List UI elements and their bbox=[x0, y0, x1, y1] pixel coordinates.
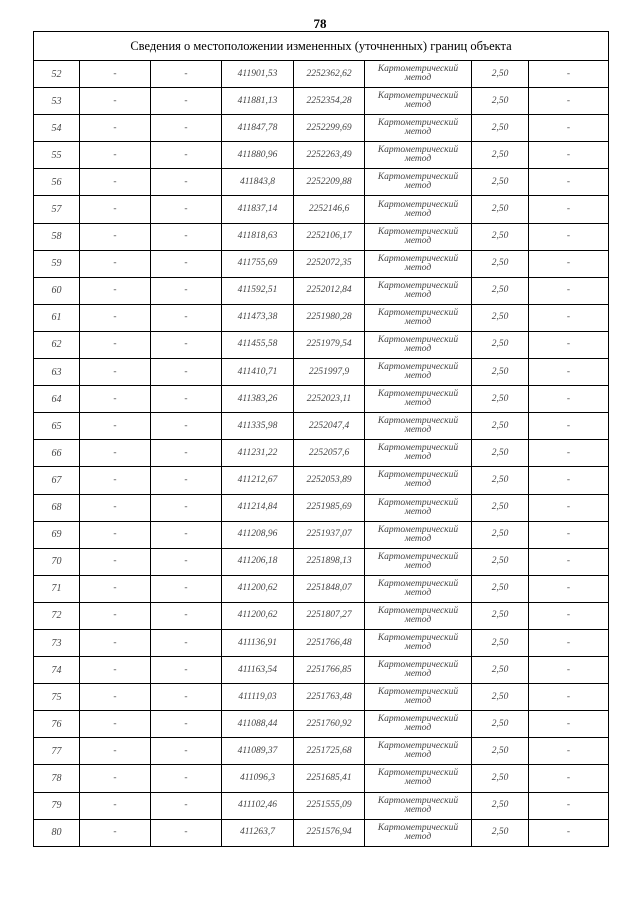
empty-dash-cell: - bbox=[80, 792, 151, 819]
table-row bbox=[34, 521, 609, 548]
table-row bbox=[34, 494, 609, 521]
x-coordinate-cell: 411119,03 bbox=[222, 684, 294, 711]
empty-dash-cell: - bbox=[80, 331, 151, 358]
y-coordinate-cell: 2252057,6 bbox=[294, 440, 365, 467]
y-coordinate-cell: 2251807,27 bbox=[294, 602, 365, 629]
method-cell: Картометрический метод bbox=[365, 792, 472, 819]
accuracy-cell: 2,50 bbox=[472, 359, 529, 386]
empty-dash-cell: - bbox=[151, 88, 222, 115]
x-coordinate-cell: 411088,44 bbox=[222, 711, 294, 738]
empty-dash-cell: - bbox=[80, 711, 151, 738]
method-cell: Картометрический метод bbox=[365, 657, 472, 684]
point-number-cell: 79 bbox=[34, 792, 80, 819]
empty-dash-cell: - bbox=[151, 765, 222, 792]
y-coordinate-cell: 2251766,48 bbox=[294, 629, 365, 656]
empty-dash-cell: - bbox=[80, 819, 151, 846]
empty-dash-cell: - bbox=[151, 575, 222, 602]
empty-dash-cell: - bbox=[529, 359, 609, 386]
accuracy-cell: 2,50 bbox=[472, 548, 529, 575]
table-row bbox=[34, 548, 609, 575]
table-row bbox=[34, 738, 609, 765]
empty-dash-cell: - bbox=[529, 223, 609, 250]
method-cell: Картометрический метод bbox=[365, 440, 472, 467]
y-coordinate-cell: 2251898,13 bbox=[294, 548, 365, 575]
empty-dash-cell: - bbox=[529, 196, 609, 223]
point-number-cell: 55 bbox=[34, 142, 80, 169]
point-number-cell: 72 bbox=[34, 602, 80, 629]
method-cell: Картометрический метод bbox=[365, 575, 472, 602]
y-coordinate-cell: 2251985,69 bbox=[294, 494, 365, 521]
empty-dash-cell: - bbox=[80, 359, 151, 386]
x-coordinate-cell: 411837,14 bbox=[222, 196, 294, 223]
x-coordinate-cell: 411231,22 bbox=[222, 440, 294, 467]
method-cell: Картометрический метод bbox=[365, 521, 472, 548]
table-row bbox=[34, 386, 609, 413]
empty-dash-cell: - bbox=[529, 575, 609, 602]
point-number-cell: 75 bbox=[34, 684, 80, 711]
method-cell: Картометрический метод bbox=[365, 142, 472, 169]
table-row bbox=[34, 142, 609, 169]
empty-dash-cell: - bbox=[151, 602, 222, 629]
method-cell: Картометрический метод bbox=[365, 61, 472, 88]
method-cell: Картометрический метод bbox=[365, 331, 472, 358]
point-number-cell: 56 bbox=[34, 169, 80, 196]
empty-dash-cell: - bbox=[529, 277, 609, 304]
empty-dash-cell: - bbox=[529, 115, 609, 142]
accuracy-cell: 2,50 bbox=[472, 521, 529, 548]
table-body bbox=[34, 61, 609, 847]
empty-dash-cell: - bbox=[80, 386, 151, 413]
table-row bbox=[34, 440, 609, 467]
y-coordinate-cell: 2252072,35 bbox=[294, 250, 365, 277]
table-row bbox=[34, 629, 609, 656]
empty-dash-cell: - bbox=[529, 684, 609, 711]
table-row bbox=[34, 61, 609, 88]
empty-dash-cell: - bbox=[80, 61, 151, 88]
point-number-cell: 61 bbox=[34, 304, 80, 331]
accuracy-cell: 2,50 bbox=[472, 223, 529, 250]
empty-dash-cell: - bbox=[529, 169, 609, 196]
y-coordinate-cell: 2251763,48 bbox=[294, 684, 365, 711]
table-row bbox=[34, 684, 609, 711]
empty-dash-cell: - bbox=[151, 819, 222, 846]
empty-dash-cell: - bbox=[529, 765, 609, 792]
x-coordinate-cell: 411214,84 bbox=[222, 494, 294, 521]
accuracy-cell: 2,50 bbox=[472, 386, 529, 413]
table-row bbox=[34, 467, 609, 494]
method-cell: Картометрический метод bbox=[365, 115, 472, 142]
x-coordinate-cell: 411880,96 bbox=[222, 142, 294, 169]
table-row bbox=[34, 169, 609, 196]
table-row bbox=[34, 792, 609, 819]
x-coordinate-cell: 411200,62 bbox=[222, 575, 294, 602]
point-number-cell: 76 bbox=[34, 711, 80, 738]
table-row bbox=[34, 250, 609, 277]
method-cell: Картометрический метод bbox=[365, 467, 472, 494]
table-row bbox=[34, 331, 609, 358]
point-number-cell: 73 bbox=[34, 629, 80, 656]
empty-dash-cell: - bbox=[80, 440, 151, 467]
empty-dash-cell: - bbox=[151, 711, 222, 738]
empty-dash-cell: - bbox=[529, 467, 609, 494]
empty-dash-cell: - bbox=[529, 61, 609, 88]
empty-dash-cell: - bbox=[80, 304, 151, 331]
table-row bbox=[34, 359, 609, 386]
table-row bbox=[34, 602, 609, 629]
y-coordinate-cell: 2251937,07 bbox=[294, 521, 365, 548]
y-coordinate-cell: 2252354,28 bbox=[294, 88, 365, 115]
y-coordinate-cell: 2252263,49 bbox=[294, 142, 365, 169]
accuracy-cell: 2,50 bbox=[472, 765, 529, 792]
accuracy-cell: 2,50 bbox=[472, 277, 529, 304]
empty-dash-cell: - bbox=[80, 169, 151, 196]
page-number: 78 bbox=[313, 16, 327, 31]
y-coordinate-cell: 2251576,94 bbox=[294, 819, 365, 846]
point-number-cell: 60 bbox=[34, 277, 80, 304]
x-coordinate-cell: 411383,26 bbox=[222, 386, 294, 413]
empty-dash-cell: - bbox=[80, 684, 151, 711]
empty-dash-cell: - bbox=[151, 223, 222, 250]
empty-dash-cell: - bbox=[529, 142, 609, 169]
empty-dash-cell: - bbox=[529, 413, 609, 440]
x-coordinate-cell: 411163,54 bbox=[222, 657, 294, 684]
empty-dash-cell: - bbox=[80, 115, 151, 142]
x-coordinate-cell: 411847,78 bbox=[222, 115, 294, 142]
empty-dash-cell: - bbox=[151, 142, 222, 169]
y-coordinate-cell: 2252146,6 bbox=[294, 196, 365, 223]
y-coordinate-cell: 2252362,62 bbox=[294, 61, 365, 88]
point-number-cell: 57 bbox=[34, 196, 80, 223]
empty-dash-cell: - bbox=[151, 548, 222, 575]
boundary-points-table bbox=[33, 31, 609, 847]
x-coordinate-cell: 411592,51 bbox=[222, 277, 294, 304]
method-cell: Картометрический метод bbox=[365, 819, 472, 846]
method-cell: Картометрический метод bbox=[365, 629, 472, 656]
empty-dash-cell: - bbox=[151, 684, 222, 711]
x-coordinate-cell: 411208,96 bbox=[222, 521, 294, 548]
empty-dash-cell: - bbox=[80, 765, 151, 792]
point-number-cell: 77 bbox=[34, 738, 80, 765]
accuracy-cell: 2,50 bbox=[472, 711, 529, 738]
empty-dash-cell: - bbox=[529, 792, 609, 819]
empty-dash-cell: - bbox=[151, 792, 222, 819]
point-number-cell: 74 bbox=[34, 657, 80, 684]
accuracy-cell: 2,50 bbox=[472, 602, 529, 629]
empty-dash-cell: - bbox=[80, 657, 151, 684]
empty-dash-cell: - bbox=[151, 521, 222, 548]
empty-dash-cell: - bbox=[80, 413, 151, 440]
point-number-cell: 65 bbox=[34, 413, 80, 440]
point-number-cell: 62 bbox=[34, 331, 80, 358]
y-coordinate-cell: 2252012,84 bbox=[294, 277, 365, 304]
empty-dash-cell: - bbox=[80, 223, 151, 250]
accuracy-cell: 2,50 bbox=[472, 196, 529, 223]
empty-dash-cell: - bbox=[151, 440, 222, 467]
point-number-cell: 67 bbox=[34, 467, 80, 494]
empty-dash-cell: - bbox=[529, 548, 609, 575]
point-number-cell: 59 bbox=[34, 250, 80, 277]
empty-dash-cell: - bbox=[80, 738, 151, 765]
y-coordinate-cell: 2251997,9 bbox=[294, 359, 365, 386]
empty-dash-cell: - bbox=[151, 196, 222, 223]
accuracy-cell: 2,50 bbox=[472, 250, 529, 277]
y-coordinate-cell: 2252106,17 bbox=[294, 223, 365, 250]
table-row bbox=[34, 88, 609, 115]
method-cell: Картометрический метод bbox=[365, 169, 472, 196]
table-row bbox=[34, 196, 609, 223]
empty-dash-cell: - bbox=[529, 250, 609, 277]
accuracy-cell: 2,50 bbox=[472, 819, 529, 846]
method-cell: Картометрический метод bbox=[365, 223, 472, 250]
method-cell: Картометрический метод bbox=[365, 304, 472, 331]
table-row bbox=[34, 223, 609, 250]
y-coordinate-cell: 2251685,41 bbox=[294, 765, 365, 792]
y-coordinate-cell: 2251979,54 bbox=[294, 331, 365, 358]
point-number-cell: 66 bbox=[34, 440, 80, 467]
y-coordinate-cell: 2252047,4 bbox=[294, 413, 365, 440]
method-cell: Картометрический метод bbox=[365, 548, 472, 575]
table-row bbox=[34, 304, 609, 331]
empty-dash-cell: - bbox=[80, 196, 151, 223]
empty-dash-cell: - bbox=[529, 440, 609, 467]
empty-dash-cell: - bbox=[529, 88, 609, 115]
x-coordinate-cell: 411102,46 bbox=[222, 792, 294, 819]
x-coordinate-cell: 411881,13 bbox=[222, 88, 294, 115]
method-cell: Картометрический метод bbox=[365, 413, 472, 440]
empty-dash-cell: - bbox=[80, 602, 151, 629]
empty-dash-cell: - bbox=[151, 277, 222, 304]
accuracy-cell: 2,50 bbox=[472, 169, 529, 196]
empty-dash-cell: - bbox=[80, 575, 151, 602]
x-coordinate-cell: 411089,37 bbox=[222, 738, 294, 765]
method-cell: Картометрический метод bbox=[365, 684, 472, 711]
y-coordinate-cell: 2252209,88 bbox=[294, 169, 365, 196]
empty-dash-cell: - bbox=[151, 359, 222, 386]
empty-dash-cell: - bbox=[151, 386, 222, 413]
accuracy-cell: 2,50 bbox=[472, 88, 529, 115]
empty-dash-cell: - bbox=[529, 657, 609, 684]
table-row bbox=[34, 575, 609, 602]
empty-dash-cell: - bbox=[529, 494, 609, 521]
x-coordinate-cell: 411818,63 bbox=[222, 223, 294, 250]
table-row bbox=[34, 765, 609, 792]
empty-dash-cell: - bbox=[80, 250, 151, 277]
y-coordinate-cell: 2251848,07 bbox=[294, 575, 365, 602]
empty-dash-cell: - bbox=[529, 602, 609, 629]
empty-dash-cell: - bbox=[80, 521, 151, 548]
empty-dash-cell: - bbox=[151, 250, 222, 277]
accuracy-cell: 2,50 bbox=[472, 467, 529, 494]
empty-dash-cell: - bbox=[529, 629, 609, 656]
table-row bbox=[34, 277, 609, 304]
accuracy-cell: 2,50 bbox=[472, 142, 529, 169]
x-coordinate-cell: 411335,98 bbox=[222, 413, 294, 440]
x-coordinate-cell: 411096,3 bbox=[222, 765, 294, 792]
accuracy-cell: 2,50 bbox=[472, 657, 529, 684]
empty-dash-cell: - bbox=[80, 277, 151, 304]
empty-dash-cell: - bbox=[80, 494, 151, 521]
empty-dash-cell: - bbox=[529, 304, 609, 331]
table-row bbox=[34, 711, 609, 738]
empty-dash-cell: - bbox=[529, 711, 609, 738]
table-title: Сведения о местоположении измененных (уточненных) границ объекта bbox=[34, 32, 609, 61]
method-cell: Картометрический метод bbox=[365, 196, 472, 223]
x-coordinate-cell: 411410,71 bbox=[222, 359, 294, 386]
empty-dash-cell: - bbox=[529, 738, 609, 765]
empty-dash-cell: - bbox=[151, 115, 222, 142]
point-number-cell: 53 bbox=[34, 88, 80, 115]
y-coordinate-cell: 2251725,68 bbox=[294, 738, 365, 765]
point-number-cell: 68 bbox=[34, 494, 80, 521]
empty-dash-cell: - bbox=[151, 738, 222, 765]
table-row bbox=[34, 413, 609, 440]
empty-dash-cell: - bbox=[151, 467, 222, 494]
empty-dash-cell: - bbox=[529, 521, 609, 548]
empty-dash-cell: - bbox=[80, 629, 151, 656]
y-coordinate-cell: 2251760,92 bbox=[294, 711, 365, 738]
accuracy-cell: 2,50 bbox=[472, 792, 529, 819]
empty-dash-cell: - bbox=[529, 819, 609, 846]
x-coordinate-cell: 411263,7 bbox=[222, 819, 294, 846]
accuracy-cell: 2,50 bbox=[472, 738, 529, 765]
y-coordinate-cell: 2252023,11 bbox=[294, 386, 365, 413]
x-coordinate-cell: 411212,67 bbox=[222, 467, 294, 494]
point-number-cell: 54 bbox=[34, 115, 80, 142]
accuracy-cell: 2,50 bbox=[472, 440, 529, 467]
method-cell: Картометрический метод bbox=[365, 250, 472, 277]
accuracy-cell: 2,50 bbox=[472, 331, 529, 358]
point-number-cell: 80 bbox=[34, 819, 80, 846]
y-coordinate-cell: 2252053,89 bbox=[294, 467, 365, 494]
method-cell: Картометрический метод bbox=[365, 738, 472, 765]
empty-dash-cell: - bbox=[151, 413, 222, 440]
point-number-cell: 78 bbox=[34, 765, 80, 792]
accuracy-cell: 2,50 bbox=[472, 61, 529, 88]
point-number-cell: 58 bbox=[34, 223, 80, 250]
empty-dash-cell: - bbox=[80, 467, 151, 494]
table-row bbox=[34, 657, 609, 684]
table-row bbox=[34, 115, 609, 142]
y-coordinate-cell: 2251766,85 bbox=[294, 657, 365, 684]
point-number-cell: 69 bbox=[34, 521, 80, 548]
accuracy-cell: 2,50 bbox=[472, 629, 529, 656]
empty-dash-cell: - bbox=[151, 304, 222, 331]
method-cell: Картометрический метод bbox=[365, 386, 472, 413]
method-cell: Картометрический метод bbox=[365, 711, 472, 738]
point-number-cell: 52 bbox=[34, 61, 80, 88]
accuracy-cell: 2,50 bbox=[472, 684, 529, 711]
empty-dash-cell: - bbox=[80, 548, 151, 575]
method-cell: Картометрический метод bbox=[365, 88, 472, 115]
empty-dash-cell: - bbox=[151, 331, 222, 358]
x-coordinate-cell: 411136,91 bbox=[222, 629, 294, 656]
x-coordinate-cell: 411206,18 bbox=[222, 548, 294, 575]
point-number-cell: 64 bbox=[34, 386, 80, 413]
empty-dash-cell: - bbox=[80, 88, 151, 115]
y-coordinate-cell: 2252299,69 bbox=[294, 115, 365, 142]
empty-dash-cell: - bbox=[151, 494, 222, 521]
method-cell: Картометрический метод bbox=[365, 765, 472, 792]
accuracy-cell: 2,50 bbox=[472, 304, 529, 331]
method-cell: Картометрический метод bbox=[365, 359, 472, 386]
method-cell: Картометрический метод bbox=[365, 277, 472, 304]
empty-dash-cell: - bbox=[151, 61, 222, 88]
x-coordinate-cell: 411455,58 bbox=[222, 331, 294, 358]
point-number-cell: 70 bbox=[34, 548, 80, 575]
accuracy-cell: 2,50 bbox=[472, 494, 529, 521]
table-row bbox=[34, 819, 609, 846]
point-number-cell: 71 bbox=[34, 575, 80, 602]
x-coordinate-cell: 411901,53 bbox=[222, 61, 294, 88]
point-number-cell: 63 bbox=[34, 359, 80, 386]
empty-dash-cell: - bbox=[151, 657, 222, 684]
empty-dash-cell: - bbox=[80, 142, 151, 169]
x-coordinate-cell: 411473,38 bbox=[222, 304, 294, 331]
empty-dash-cell: - bbox=[151, 629, 222, 656]
y-coordinate-cell: 2251555,09 bbox=[294, 792, 365, 819]
x-coordinate-cell: 411755,69 bbox=[222, 250, 294, 277]
method-cell: Картометрический метод bbox=[365, 494, 472, 521]
accuracy-cell: 2,50 bbox=[472, 115, 529, 142]
method-cell: Картометрический метод bbox=[365, 602, 472, 629]
accuracy-cell: 2,50 bbox=[472, 575, 529, 602]
x-coordinate-cell: 411200,62 bbox=[222, 602, 294, 629]
x-coordinate-cell: 411843,8 bbox=[222, 169, 294, 196]
accuracy-cell: 2,50 bbox=[472, 413, 529, 440]
y-coordinate-cell: 2251980,28 bbox=[294, 304, 365, 331]
empty-dash-cell: - bbox=[529, 331, 609, 358]
empty-dash-cell: - bbox=[151, 169, 222, 196]
empty-dash-cell: - bbox=[529, 386, 609, 413]
